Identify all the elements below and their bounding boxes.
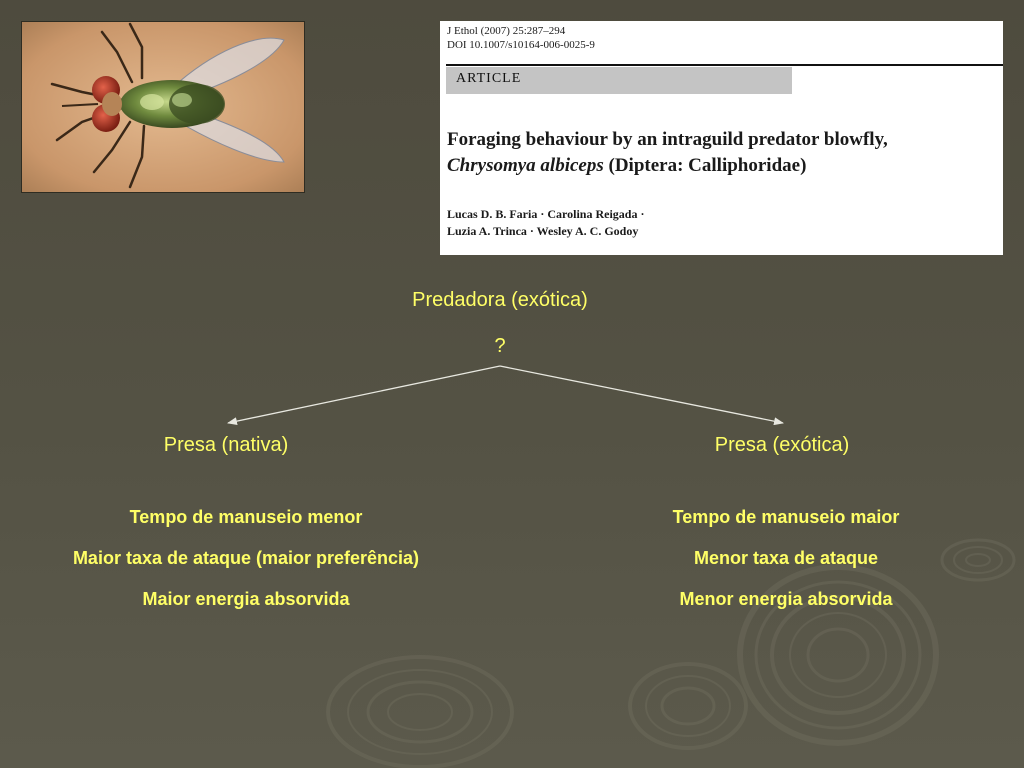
doi: DOI 10.1007/s10164-006-0025-9 xyxy=(447,39,595,51)
species-name: Chrysomya albiceps xyxy=(447,155,604,176)
authors-line-1: Lucas D. B. Faria · Carolina Reigada · xyxy=(447,207,645,221)
native-prey-label: Presa (nativa) xyxy=(163,434,289,456)
blowfly-photo xyxy=(21,21,305,193)
predator-label: Predadora (exótica) xyxy=(412,289,588,311)
native-attribute: Maior energia absorvida xyxy=(142,589,350,609)
exotic-attribute: Tempo de manuseio maior xyxy=(672,507,900,527)
article-banner xyxy=(446,67,792,94)
question-mark: ? xyxy=(494,335,506,357)
article-label: ARTICLE xyxy=(456,71,522,86)
native-attribute: Maior taxa de ataque (maior preferência) xyxy=(72,548,420,568)
native-attribute: Tempo de manuseio menor xyxy=(129,507,363,527)
paper-title-line-2 xyxy=(447,155,806,177)
exotic-attribute: Menor taxa de ataque xyxy=(693,548,879,568)
authors-line-2: Luzia A. Trinca · Wesley A. C. Godoy xyxy=(447,224,639,238)
ripple-medium xyxy=(630,664,746,748)
paper-header-image xyxy=(440,21,1003,255)
journal-reference: J Ethol (2007) 25:287–294 xyxy=(447,25,566,37)
taxonomy: (Diptera: Calliphoridae) xyxy=(603,155,807,176)
ripple-bottom-left xyxy=(328,657,512,767)
paper-title-line-1: Foraging behaviour by an intraguild predator blowfly, xyxy=(447,129,888,150)
header-rule xyxy=(446,64,1003,66)
exotic-attribute: Menor energia absorvida xyxy=(679,589,893,609)
exotic-prey-label: Presa (exótica) xyxy=(714,434,850,456)
ripple-small-right xyxy=(942,540,1014,580)
